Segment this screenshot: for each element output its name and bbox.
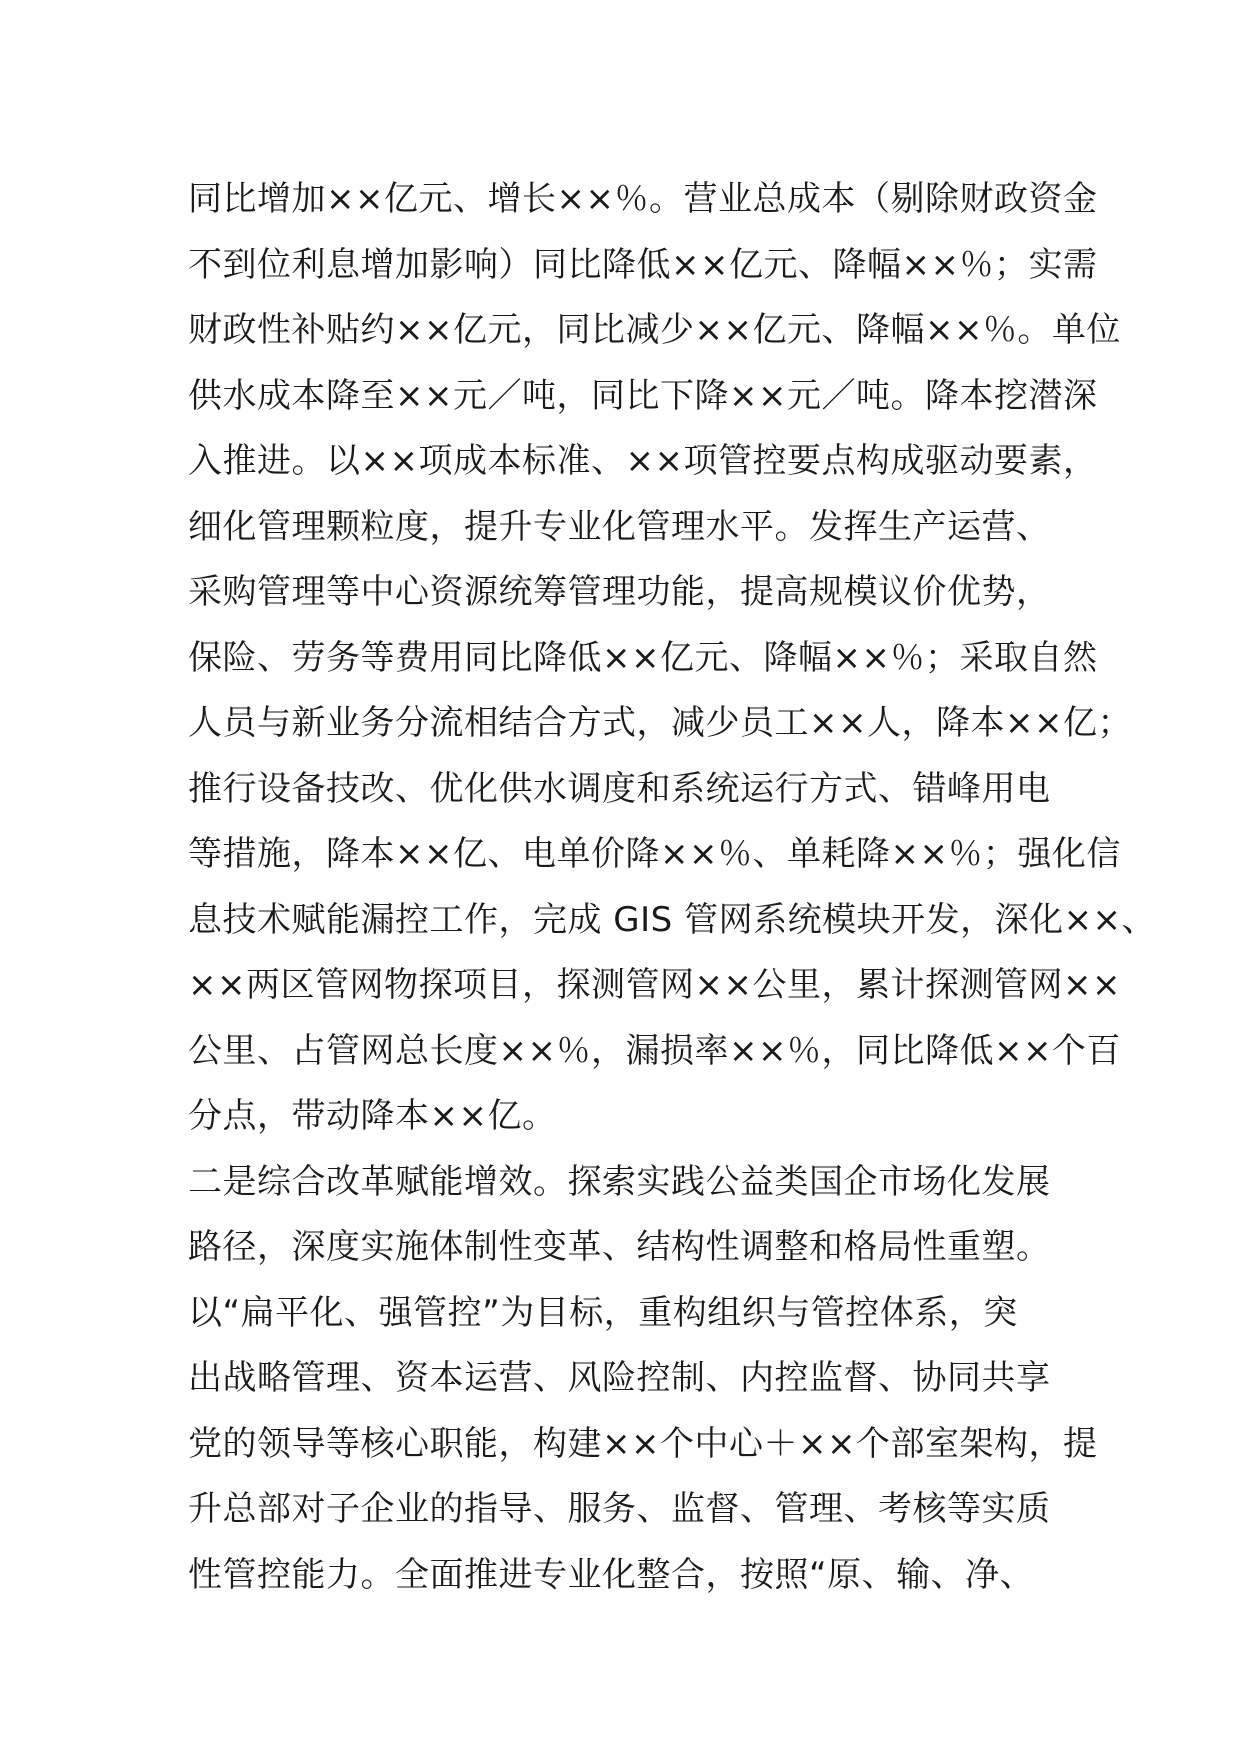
text-line: 党的领导等核心职能，构建××个中心＋××个部室架构，提 <box>188 1423 1098 1464</box>
text-line: 性管控能力。全面推进专业化整合，按照“原、输、净、 <box>188 1554 1035 1595</box>
text-line: ××两区管网物探项目，探测管网××公里，累计探测管网×× <box>188 965 1121 1005</box>
text-line: 二是综合改革赋能增效。探索实践公益类国企市场化发展 <box>188 1161 1051 1202</box>
text-line: 以“扁平化、强管控”为目标，重构组织与管控体系，突 <box>188 1292 1018 1333</box>
text-line: 等措施，降本××亿、电单价降××％、单耗降××％；强化信 <box>188 834 1121 874</box>
text-line: 路径，深度实施体制性变革、结构性调整和格局性重塑。 <box>188 1227 1051 1267</box>
text-line: 采购管理等中心资源统筹管理功能，提高规模议价优势， <box>188 572 1051 612</box>
text-line: 入推进。以××项成本标准、××项管控要点构成驱动要素， <box>188 441 1098 481</box>
text-line: 出战略管理、资本运营、风险控制、内控监督、协同共享 <box>188 1358 1051 1398</box>
text-line: 升总部对子企业的指导、服务、监督、管理、考核等实质 <box>188 1489 1051 1529</box>
text-line: 保险、劳务等费用同比降低××亿元、降幅××％；采取自然 <box>188 637 1098 678</box>
text-line: 推行设备技改、优化供水调度和系统运行方式、错峰用电 <box>188 768 1051 809</box>
text-line: 不到位利息增加影响）同比降低××亿元、降幅××％；实需 <box>188 244 1098 285</box>
text-line: 息技术赋能漏控工作，完成 GIS 管网系统模块开发，深化××、 <box>188 899 1157 940</box>
text-line: 公里、占管网总长度××％，漏损率××％，同比降低××个百 <box>188 1030 1121 1071</box>
text-line: 供水成本降至××元／吨，同比下降××元／吨。降本挖潜深 <box>188 375 1098 416</box>
text-line: 财政性补贴约××亿元，同比减少××亿元、降幅××％。单位 <box>188 310 1121 350</box>
text-line: 同比增加××亿元、增长××％。营业总成本（剔除财政资金 <box>188 179 1098 219</box>
body-text <box>188 167 1157 1608</box>
text-line: 细化管理颗粒度，提升专业化管理水平。发挥生产运营、 <box>188 506 1051 547</box>
text-line: 人员与新业务分流相结合方式，减少员工××人，降本××亿； <box>188 703 1132 743</box>
text-line: 分点，带动降本××亿。 <box>188 1096 557 1136</box>
